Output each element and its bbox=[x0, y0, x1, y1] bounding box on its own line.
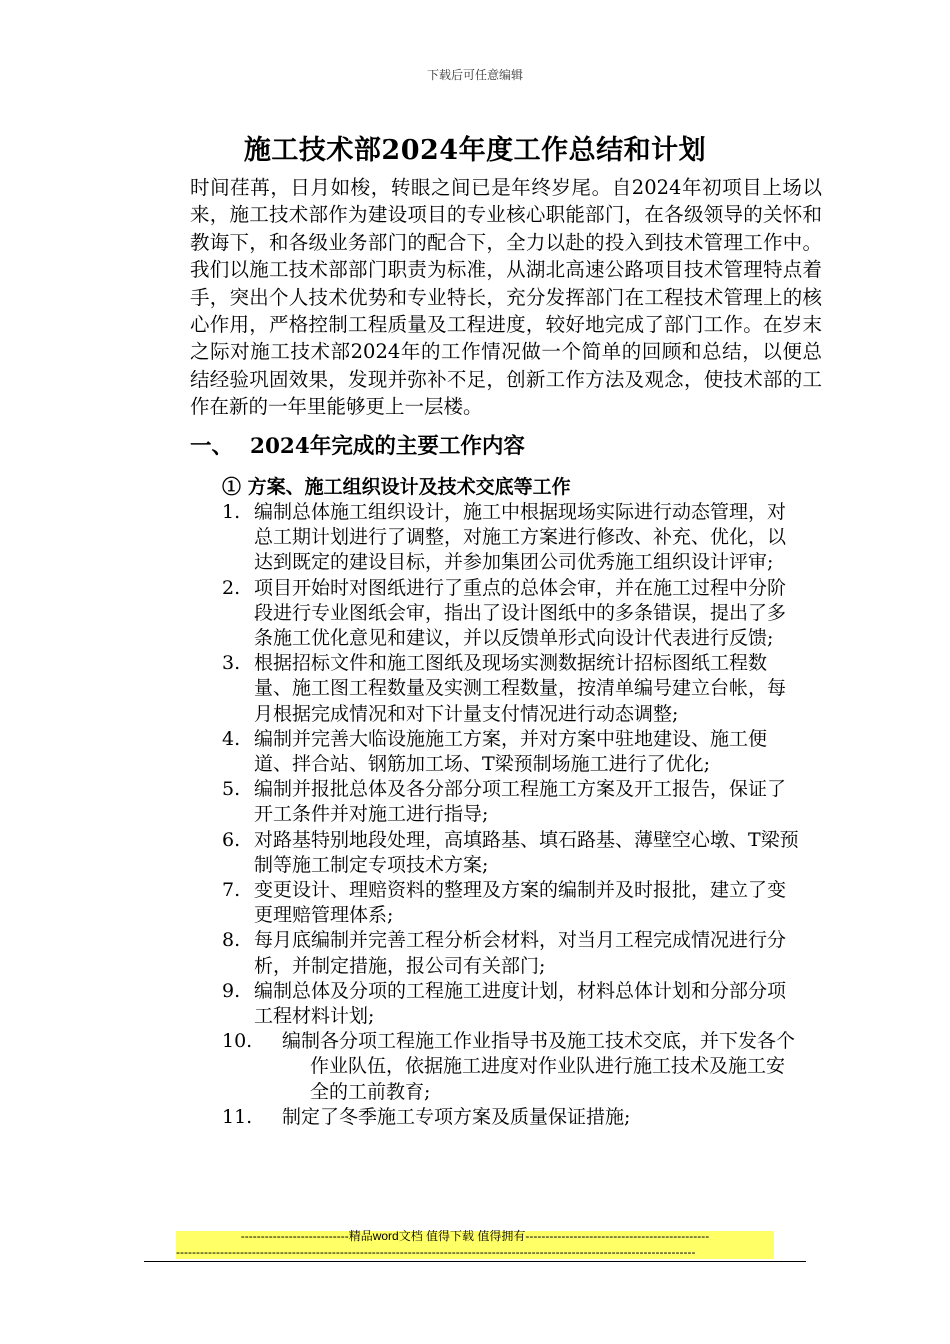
list-item bbox=[222, 777, 802, 827]
item-number: 3. bbox=[222, 652, 241, 675]
item-text: 编制各分项工程施工作业指导书及施工技术交底，并下发各个作业队伍，依据施工进度对作业队进行施工技术及施工安全的工前教育; bbox=[282, 1030, 796, 1103]
item-text: 编制并报批总体及各分部分项工程施工方案及开工报告，保证了开工条件并对施工进行指导; bbox=[254, 778, 787, 826]
item-number: 10. bbox=[222, 1030, 253, 1053]
list-item bbox=[222, 1029, 802, 1105]
item-number: 7. bbox=[222, 879, 241, 902]
footer-watermark-line: ---------------------------精品word文档 值得下载 值得拥有---------------------------------------------- bbox=[240, 1229, 710, 1243]
item-text: 编制并完善大临设施施工方案，并对方案中驻地建设、施工便道、拌合站、钢筋加工场、T梁预制场施工进行了优化; bbox=[254, 727, 768, 776]
item-text: 制定了冬季施工专项方案及质量保证措施; bbox=[282, 1105, 631, 1128]
list-item bbox=[222, 500, 802, 576]
list-item bbox=[222, 1105, 802, 1130]
item-text: 每月底编制并完善工程分析会材料，对当月工程完成情况进行分析，并制定措施，报公司有关部门; bbox=[254, 929, 787, 977]
item-text: 变更设计、理赔资料的整理及方案的编制并及时报批，建立了变更理赔管理体系; bbox=[254, 879, 787, 927]
item-number: 5. bbox=[222, 778, 241, 801]
section-title: 2024年完成的主要工作内容 bbox=[250, 434, 525, 459]
item-text: 编制总体及分项的工程施工进度计划，材料总体计划和分部分项工程材料计划; bbox=[254, 979, 787, 1028]
list-item bbox=[222, 727, 802, 777]
header-note: 下载后可任意编辑 bbox=[426, 68, 523, 82]
item-text: 项目开始时对图纸进行了重点的总体会审，并在施工过程中分阶段进行专业图纸会审，指出了设计图纸中的多条错误，提出了多条施工优化意见和建议，并以反馈单形式向设计代表进行反馈; bbox=[254, 576, 787, 650]
list-item bbox=[222, 576, 802, 652]
footer-dash-line: ---------------------------------------------------------------------------------------------------------------------------------- bbox=[176, 1245, 696, 1259]
item-text: 根据招标文件和施工图纸及现场实测数据统计招标图纸工程数量、施工图工程数量及实测工程数量，按清单编号建立台帐，每月根据完成情况和对下计量支付情况进行动态调整; bbox=[254, 652, 787, 725]
item-number: 9. bbox=[222, 979, 241, 1002]
subsection-heading: ① 方案、施工组织设计及技术交底等工作 bbox=[222, 476, 571, 498]
item-text: 对路基特别地段处理，高填路基、填石路基、薄壁空心墩、T梁预制等施工制定专项技术方案; bbox=[254, 828, 799, 876]
section-heading bbox=[190, 432, 820, 462]
item-number: 4. bbox=[222, 727, 241, 750]
item-text: 编制总体施工组织设计，施工中根据现场实际进行动态管理，对总工期计划进行了调整，对施工方案进行修改、补充、优化，以达到既定的建设目标，并参加集团公司优秀施工组织设计评审; bbox=[254, 501, 787, 574]
list-item bbox=[222, 928, 802, 978]
work-item-list bbox=[222, 500, 802, 1130]
item-number: 1. bbox=[222, 501, 241, 523]
item-number: 2. bbox=[222, 576, 241, 599]
item-number: 11. bbox=[222, 1105, 253, 1128]
list-item bbox=[222, 979, 802, 1029]
intro-paragraph: 时间荏苒，日月如梭，转眼之间已是年终岁尾。自2024年初项目上场以来，施工技术部作为建设项目的专业核心职能部门，在各级领导的关怀和教诲下，和各级业务部门的配合下，全力以赴的投入到技术管理工作中。我们以施工技术部部门职责为标准，从湖北高速公路项目技术管理特点着手，突出个人技术优势和专业特长，充分发挥部门在工程技术管理上的核心作用，严格控制工程质量及工程进度，较好地完成了部门工作。在岁末之际对施工技术部2024年的工作情况做一个简单的回顾和总结，以便总结经验巩固效果，发现并弥补不足，创新工作方法及观念，使技术部的工作在新的一年里能够更上一层楼。 bbox=[190, 176, 822, 419]
section-number: 一、 bbox=[190, 434, 234, 459]
list-item bbox=[222, 828, 802, 878]
item-number: 6. bbox=[222, 828, 241, 851]
list-item bbox=[222, 651, 802, 727]
list-item bbox=[222, 878, 802, 928]
item-number: 8. bbox=[222, 929, 241, 952]
footer-rule bbox=[144, 1261, 806, 1262]
document-title: 施工技术部2024年度工作总结和计划 bbox=[243, 135, 707, 166]
